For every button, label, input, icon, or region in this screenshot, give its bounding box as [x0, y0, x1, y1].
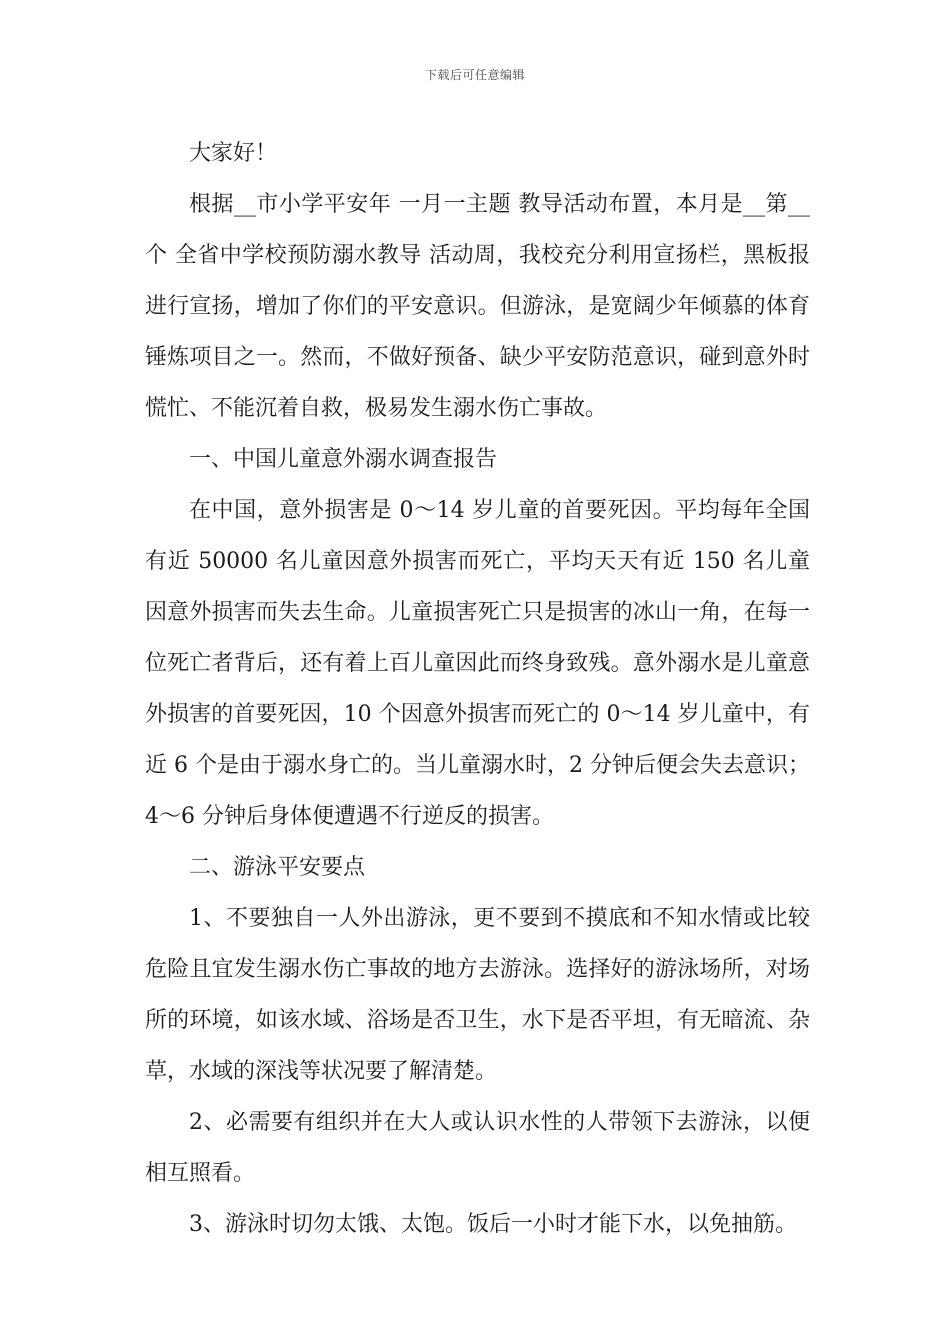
page-header: 下载后可任意编辑: [424, 68, 525, 82]
tip-paragraph-2: 2、必需要有组织并在大人或认识水性的人带领下去游泳，以便相互照看。: [145, 1110, 810, 1186]
section-heading-1: 一、中国儿童意外溺水调查报告: [189, 447, 498, 472]
tip-paragraph-1: 1、不要独自一人外出游泳，更不要到不摸底和不知水情或比较危险且宜发生溺水伤亡事故的地方去游泳。选择好的游泳场所，对场所的环境，如该水域、浴场是否卫生，水下是否平坦，有无暗流、杂草，水域的深浅等状况要了解清楚。: [145, 906, 810, 1084]
document-body: [145, 128, 810, 1250]
section-heading-2: 二、游泳平安要点: [189, 855, 366, 880]
intro-paragraph: 根据__市小学平安年 一月一主题 教导活动布置，本月是__第__个 全省中学校预防溺水教导 活动周，我校充分利用宣扬栏，黑板报进行宣扬，增加了你们的平安意识。但游泳，是宽阔少年倾慕的体育锤炼项目之一。然而，不做好预备、缺少平安防范意识，碰到意外时慌忙、不能沉着自救，极易发生溺水伤亡事故。: [145, 192, 810, 421]
greeting-paragraph: 大家好！: [189, 141, 278, 166]
report-paragraph: 在中国，意外损害是 0～14 岁儿童的首要死因。平均每年全国有近 50000 名儿童因意外损害而死亡，平均天天有近 150 名儿童因意外损害而失去生命。儿童损害死亡只是损害的冰山一角，在每一位死亡者背后，还有着上百儿童因此而终身致残。意外溺水是儿童意外损害的首要死因，10 个因意外损害而死亡的 0～14 岁儿童中，有近 6 个是由于溺水身亡的。当儿童溺水时，2 分钟后便会失去意识；4～6 分钟后身体便遭遇不行逆反的损害。: [145, 498, 810, 829]
tip-paragraph-3: 3、游泳时切勿太饿、太饱。饭后一小时才能下水，以免抽筋。: [189, 1212, 797, 1237]
